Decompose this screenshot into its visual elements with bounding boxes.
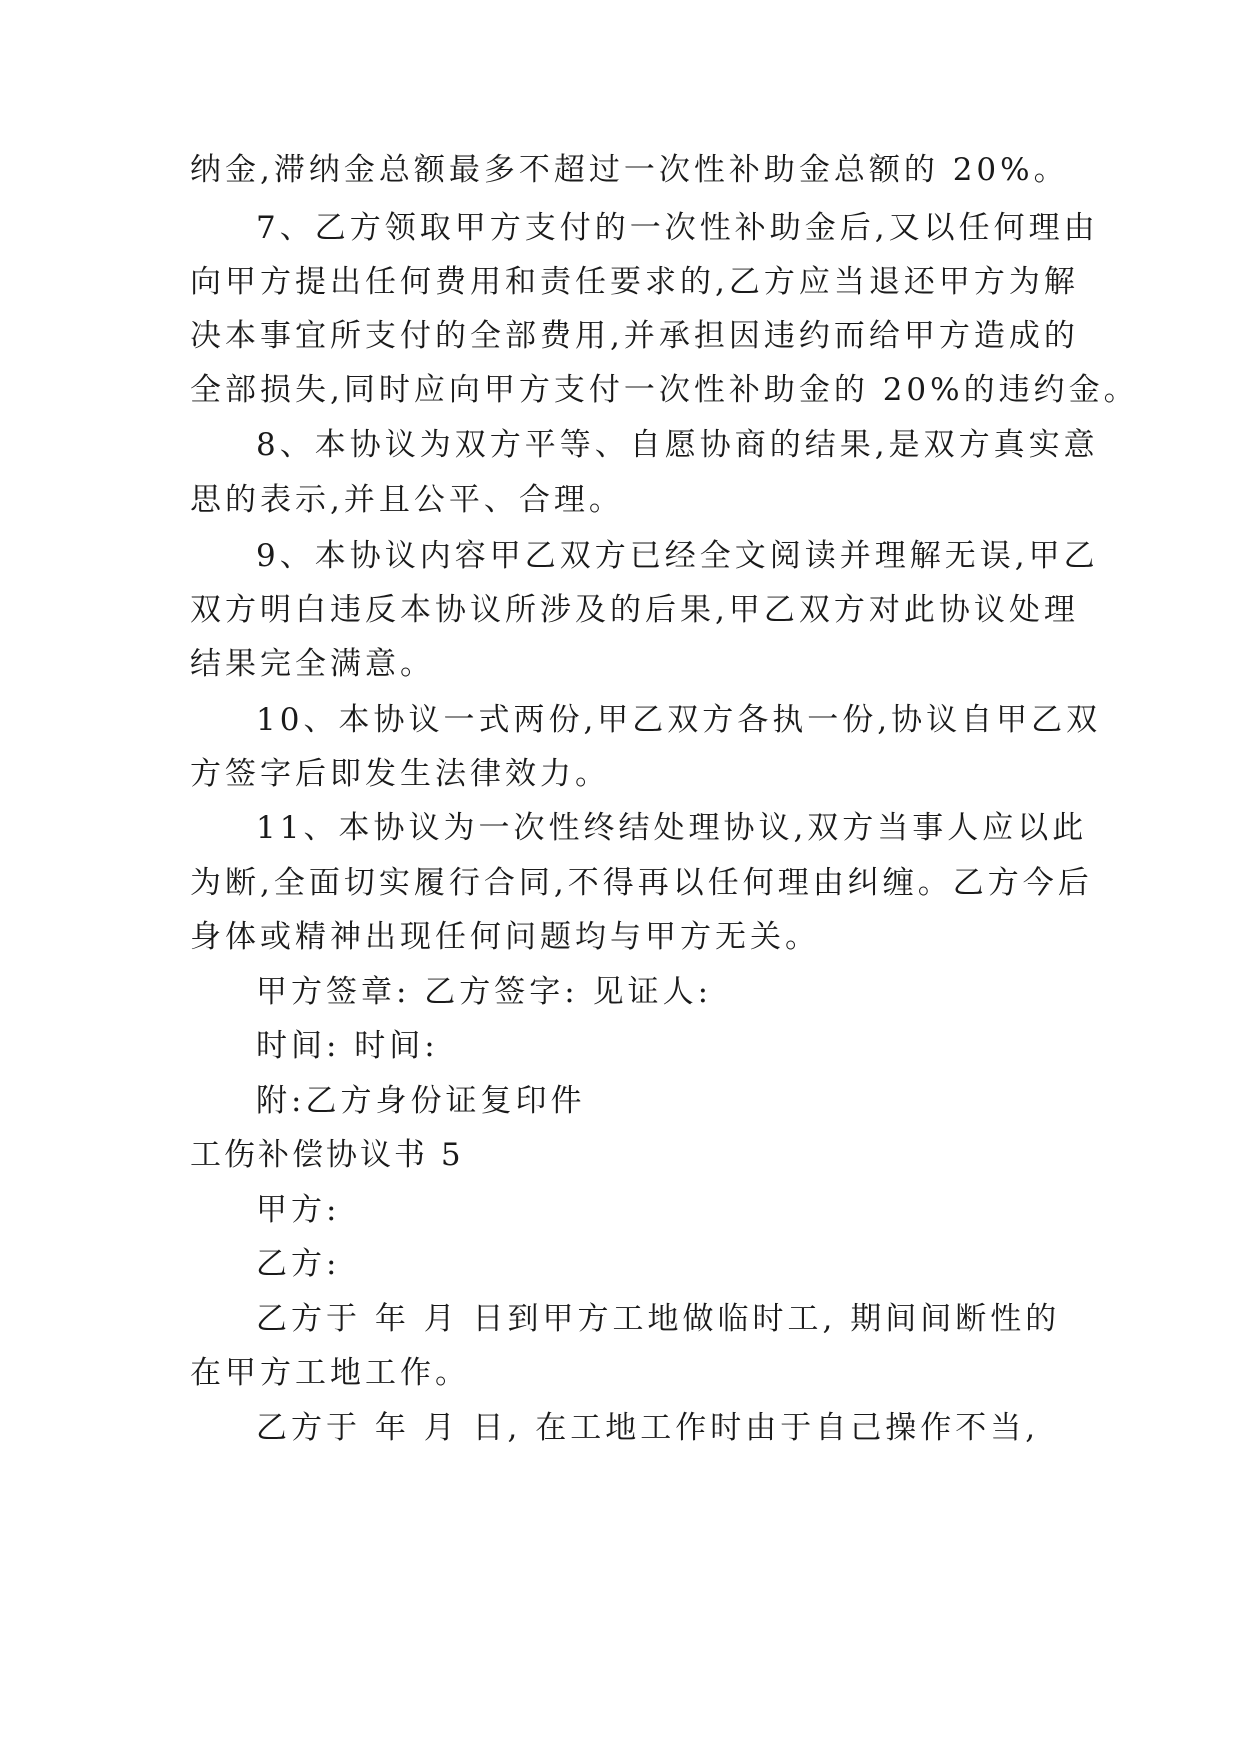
paragraph-line: 向甲方提出任何费用和责任要求的,乙方应当退还甲方为解 (190, 264, 1079, 300)
attachment-line: 附:乙方身份证复印件 (256, 1083, 586, 1119)
paragraph-line: 身体或精神出现任何问题均与甲方无关。 (190, 919, 820, 955)
clause-8-line: 8、本协议为双方平等、自愿协商的结果,是双方真实意 (256, 427, 1099, 463)
clause-7-line: 7、乙方领取甲方支付的一次性补助金后,又以任何理由 (256, 210, 1099, 246)
signature-line: 甲方签章: 乙方签字: 见证人: (256, 974, 713, 1010)
paragraph-line: 双方明白违反本协议所涉及的后果,甲乙双方对此协议处理 (190, 592, 1079, 628)
paragraph-line: 思的表示,并且公平、合理。 (190, 482, 624, 518)
paragraph-line: 在甲方工地工作。 (190, 1355, 470, 1391)
party-a-line: 甲方: (256, 1192, 341, 1228)
paragraph-line: 为断,全面切实履行合同,不得再以任何理由纠缠。乙方今后 (190, 865, 1093, 901)
clause-11-line: 11、本协议为一次性终结处理协议,双方当事人应以此 (256, 810, 1088, 846)
party-b-line: 乙方: (256, 1246, 341, 1282)
paragraph-line: 方签字后即发生法律效力。 (190, 756, 610, 792)
paragraph-line: 乙方于 年 月 日, 在工地工作时由于自己操作不当, (256, 1410, 1040, 1446)
paragraph-line: 乙方于 年 月 日到甲方工地做临时工, 期间间断性的 (256, 1301, 1061, 1337)
date-line: 时间: 时间: (256, 1028, 439, 1064)
clause-10-line: 10、本协议一式两份,甲乙双方各执一份,协议自甲乙双 (256, 702, 1102, 738)
clause-9-line: 9、本协议内容甲乙双方已经全文阅读并理解无误,甲乙 (256, 538, 1099, 574)
paragraph-line: 结果完全满意。 (190, 646, 435, 682)
paragraph-line: 决本事宜所支付的全部费用,并承担因违约而给甲方造成的 (190, 318, 1079, 354)
section-heading: 工伤补偿协议书 5 (190, 1137, 464, 1173)
paragraph-line: 全部损失,同时应向甲方支付一次性补助金的 20%的违约金。 (190, 372, 1139, 408)
paragraph-line: 纳金,滞纳金总额最多不超过一次性补助金总额的 20%。 (190, 152, 1069, 188)
